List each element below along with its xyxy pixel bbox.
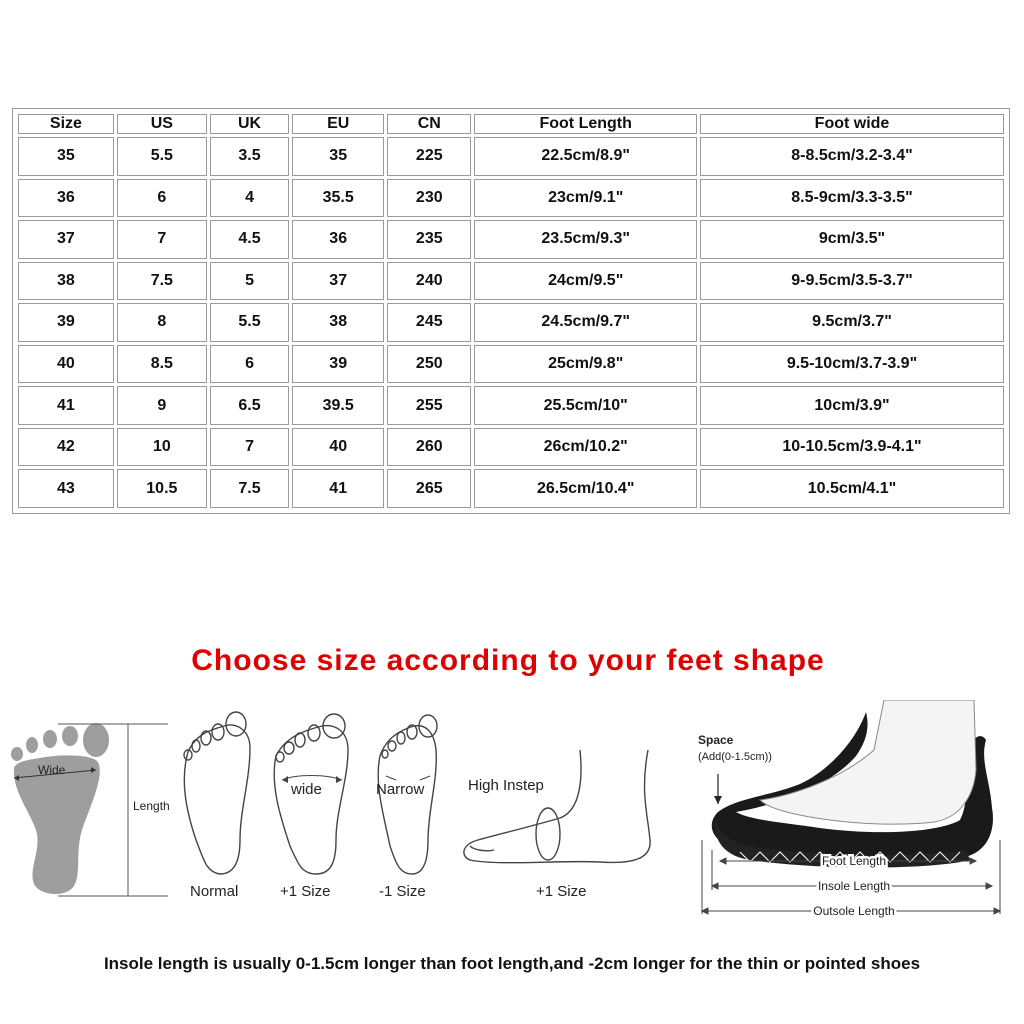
table-cell: 225 <box>387 137 471 176</box>
table-cell: 36 <box>292 220 384 259</box>
insole-caption: Insole length is usually 0-1.5cm longer than foot length,and -2cm longer for the thin or pointed shoes <box>103 954 921 973</box>
table-row <box>18 469 1004 508</box>
space-add-label: (Add(0-1.5cm)) <box>698 751 772 763</box>
high-instep-foot-icon <box>464 750 650 863</box>
narrow-foot-size: -1 Size <box>379 883 426 900</box>
table-cell: 24cm/9.5" <box>474 262 697 301</box>
table-cell: 250 <box>387 345 471 384</box>
column-header: UK <box>210 114 289 134</box>
normal-foot-icon <box>184 712 250 874</box>
column-header: Foot wide <box>700 114 1004 134</box>
table-cell: 36 <box>18 179 114 218</box>
table-cell: 10 <box>117 428 207 467</box>
table-cell: 6 <box>210 345 289 384</box>
high-instep-size: +1 Size <box>536 883 587 900</box>
table-header-row <box>18 114 1004 134</box>
size-grid <box>15 111 1007 511</box>
table-cell: 37 <box>18 220 114 259</box>
table-row <box>18 262 1004 301</box>
outsole-length-label: Outsole Length <box>813 904 895 918</box>
table-cell: 9-9.5cm/3.5-3.7" <box>700 262 1004 301</box>
table-cell: 10.5 <box>117 469 207 508</box>
wide-foot-label: wide <box>291 781 322 798</box>
table-cell: 23cm/9.1" <box>474 179 697 218</box>
table-cell: 22.5cm/8.9" <box>474 137 697 176</box>
table-cell: 265 <box>387 469 471 508</box>
table-cell: 255 <box>387 386 471 425</box>
insole-length-label: Insole Length <box>817 879 891 893</box>
table-cell: 7.5 <box>117 262 207 301</box>
table-cell: 5.5 <box>117 137 207 176</box>
table-cell: 35 <box>292 137 384 176</box>
shoe-cross-section-icon <box>712 700 993 868</box>
table-cell: 37 <box>292 262 384 301</box>
length-label: Length <box>133 799 170 813</box>
table-cell: 8-8.5cm/3.2-3.4" <box>700 137 1004 176</box>
table-row <box>18 303 1004 342</box>
table-cell: 35 <box>18 137 114 176</box>
table-cell: 9 <box>117 386 207 425</box>
gray-foot-icon <box>11 723 109 894</box>
column-header: Size <box>18 114 114 134</box>
table-cell: 10cm/3.9" <box>700 386 1004 425</box>
table-cell: 40 <box>292 428 384 467</box>
table-cell: 5 <box>210 262 289 301</box>
table-cell: 26.5cm/10.4" <box>474 469 697 508</box>
table-cell: 8.5 <box>117 345 207 384</box>
table-row <box>18 386 1004 425</box>
table-cell: 35.5 <box>292 179 384 218</box>
table-cell: 10-10.5cm/3.9-4.1" <box>700 428 1004 467</box>
table-cell: 4 <box>210 179 289 218</box>
foot-shape-illustrations <box>0 700 1024 930</box>
column-header: Foot Length <box>474 114 697 134</box>
column-header: CN <box>387 114 471 134</box>
table-cell: 25cm/9.8" <box>474 345 697 384</box>
wide-foot-size: +1 Size <box>280 883 331 900</box>
foot-length-label: Foot Length <box>821 854 887 868</box>
table-row <box>18 428 1004 467</box>
table-cell: 6.5 <box>210 386 289 425</box>
table-cell: 240 <box>387 262 471 301</box>
column-header: US <box>117 114 207 134</box>
table-cell: 24.5cm/9.7" <box>474 303 697 342</box>
table-cell: 26cm/10.2" <box>474 428 697 467</box>
table-cell: 43 <box>18 469 114 508</box>
table-cell: 7 <box>210 428 289 467</box>
table-cell: 235 <box>387 220 471 259</box>
size-chart-table <box>12 108 1010 514</box>
table-cell: 38 <box>292 303 384 342</box>
column-header: EU <box>292 114 384 134</box>
table-cell: 40 <box>18 345 114 384</box>
table-cell: 42 <box>18 428 114 467</box>
table-cell: 7.5 <box>210 469 289 508</box>
table-cell: 8.5-9cm/3.3-3.5" <box>700 179 1004 218</box>
table-cell: 4.5 <box>210 220 289 259</box>
table-cell: 3.5 <box>210 137 289 176</box>
table-cell: 6 <box>117 179 207 218</box>
table-cell: 260 <box>387 428 471 467</box>
table-cell: 41 <box>18 386 114 425</box>
table-row <box>18 345 1004 384</box>
table-cell: 38 <box>18 262 114 301</box>
table-cell: 9.5-10cm/3.7-3.9" <box>700 345 1004 384</box>
table-cell: 39.5 <box>292 386 384 425</box>
table-cell: 5.5 <box>210 303 289 342</box>
wide-label: Wide <box>38 763 66 777</box>
table-row <box>18 179 1004 218</box>
table-cell: 245 <box>387 303 471 342</box>
table-cell: 39 <box>18 303 114 342</box>
table-cell: 10.5cm/4.1" <box>700 469 1004 508</box>
table-cell: 41 <box>292 469 384 508</box>
table-cell: 23.5cm/9.3" <box>474 220 697 259</box>
table-cell: 9cm/3.5" <box>700 220 1004 259</box>
narrow-foot-label: Narrow <box>376 781 425 798</box>
space-label: Space <box>698 733 734 747</box>
table-row <box>18 137 1004 176</box>
table-cell: 39 <box>292 345 384 384</box>
table-cell: 7 <box>117 220 207 259</box>
high-instep-label: High Instep <box>468 777 544 794</box>
table-cell: 8 <box>117 303 207 342</box>
headline: Choose size according to your feet shape <box>191 644 825 677</box>
normal-label: Normal <box>190 883 239 900</box>
table-cell: 25.5cm/10" <box>474 386 697 425</box>
table-row <box>18 220 1004 259</box>
table-cell: 9.5cm/3.7" <box>700 303 1004 342</box>
table-cell: 230 <box>387 179 471 218</box>
